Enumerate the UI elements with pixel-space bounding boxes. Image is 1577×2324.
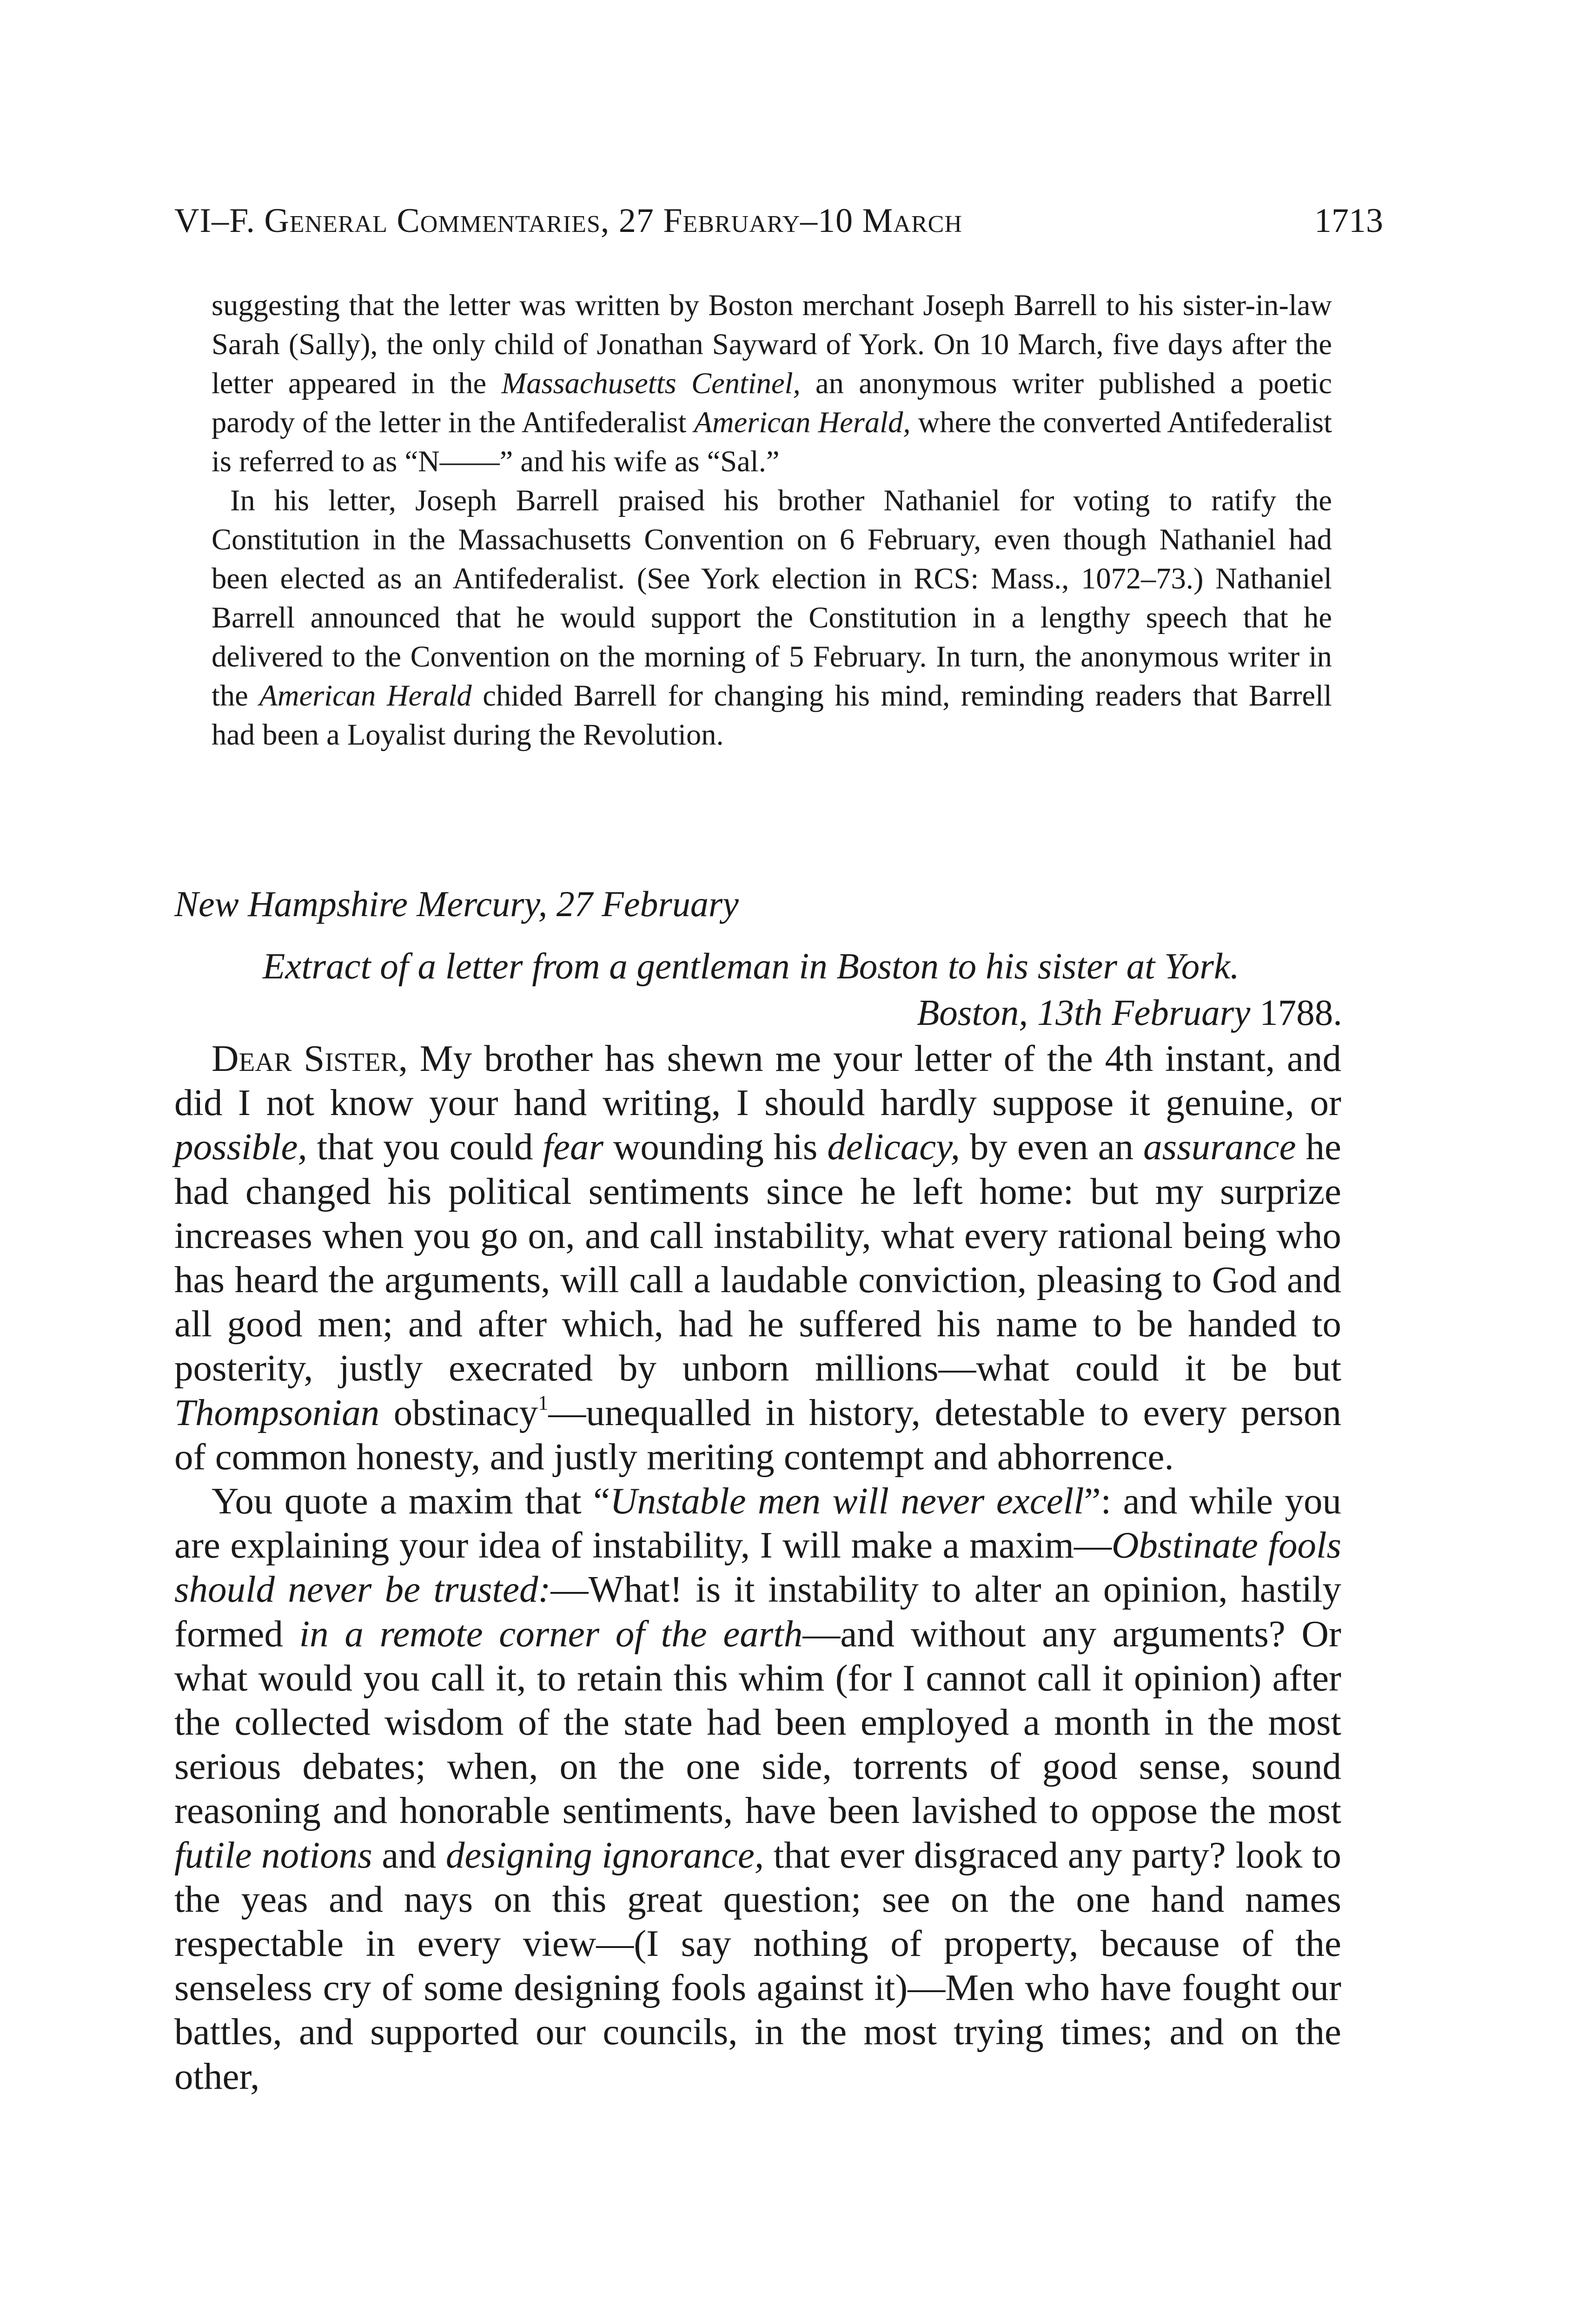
letter-p1-text-3: wounding his [603,1126,828,1168]
letter-p2-text-1: You quote a maxim that “ [212,1480,610,1522]
letter-paragraph-1 [174,1037,1341,1479]
letter-p1-text-5: he had changed his political sentiments since he left home: but my surprize increases when you go on, and call instability, what every rational being who has heard the arguments, will call a laudable conviction, pleasing to God and all good men; and after which, had he suffered his name to be handed to posterity, justly execrated by unborn millions—what could it be but [174,1126,1341,1389]
intro-p2-text-2: chided Barrell for changing his mind, reminding readers that Barrell had been a Loyalist during the Revolution. [212,679,1332,751]
letter-p1-text-1: My brother has shewn me your letter of the 4th instant, and did I not know your hand writing, I should hardly suppose it genuine, or [174,1037,1341,1124]
letter-p1-italic-4: assurance [1143,1126,1296,1168]
letter-p1-italic-2: fear [543,1126,603,1168]
letter-p2-italic-3: in a remote corner of the earth [299,1612,803,1655]
dateline-year: 1788. [1250,993,1342,1033]
letter-salutation: Dear Sister, [212,1037,408,1079]
intro-p1-text-2: an anonymous writer published a poetic parody of the letter in the Antifederalist [212,367,1332,439]
letter-p1-text-7: —unequalled in history, detestable to every person of common honesty, and justly meriting contempt and abhorrence. [174,1391,1341,1478]
intro-p1-italic-1: Massachusetts Centinel, [501,367,801,400]
letter-p2-text-5: and [372,1834,446,1876]
letter-p2-text-3: —What! is it instability to alter an opinion, hastily formed [174,1568,1341,1655]
letter-p1-italic-1: possible, [174,1126,307,1168]
section-heading: New Hampshire Mercury, 27 February [174,884,739,924]
editorial-introduction [212,286,1332,754]
running-head-title-text: General Commentaries, 27 February–10 March [264,202,962,240]
intro-p1-text-3: where the converted Antifederalist is referred to as “N——” and his wife as “Sal.” [212,406,1332,478]
intro-p2-italic-1: American Herald [259,679,472,712]
letter-p1-text-4: by even an [960,1126,1144,1168]
letter-p1-text-6: obstinacy [379,1391,538,1433]
letter-p2-italic-1: Unstable men will never excell [610,1480,1084,1522]
letter-p2-text-6: that ever disgraced any party? look to the yeas and nays on this great question; see on the one hand names respectable in every view—(I say nothing of property, because of the senseless cry of some designing fools against it)—Men who have fought our battles, and supported our councils, in the most trying times; and on the other, [174,1834,1342,2097]
intro-p2-text-1: In his letter, Joseph Barrell praised his brother Nathaniel for voting to ratify the Constitution in the Massachusetts Convention on 6 February, even though Nathaniel had been elected as an Antifederalist. (See York election in RCS: Mass., 1072–73.) Nathaniel Barrell announced that he would support the Constitution in a lengthy speech that he delivered to the Convention on the morning of 5 February. In turn, the anonymous writer in the [212,484,1332,712]
letter-paragraph-2 [174,1479,1341,2099]
letter-p2-italic-5: designing ignorance, [445,1834,764,1876]
intro-p1-italic-2: American Herald, [694,406,911,439]
intro-p1-text-1: suggesting that the letter was written by Boston merchant Joseph Barrell to his sister-in-law Sarah (Sally), the only child of Jonathan Sayward of York. On 10 March, five days after the letter appeared in the [212,289,1332,400]
footnote-marker-1[interactable]: 1 [538,1391,549,1414]
intro-paragraph-1 [212,286,1332,481]
running-head-prefix: VI–F. [174,202,265,240]
letter-body [174,1037,1341,2099]
letter-p2-italic-2: Obstinate fools should never be trusted: [174,1524,1342,1611]
letter-p2-text-4: —and without any arguments? Or what would you call it, to retain this whim (for I cannot call it opinion) after the collected wisdom of the state had been employed a month in the most serious debates; when, on the one side, torrents of good sense, sound reasoning and honorable sentiments, have been lavished to oppose the most [174,1612,1342,1832]
running-head [174,195,1383,246]
letter-p1-italic-3: delicacy, [827,1126,960,1168]
intro-paragraph-2 [212,481,1332,754]
running-head-title [174,195,962,246]
letter-p2-italic-4: futile notions [174,1834,372,1876]
dateline-place-date: Boston, 13th February [916,993,1251,1033]
letter-p1-text-2: that you could [307,1126,543,1168]
extract-line: Extract of a letter from a gentleman in Boston to his sister at York. [263,946,1239,987]
dateline [917,990,1342,1037]
letter-p1-italic-5: Thompsonian [174,1391,380,1433]
letter-p2-text-2: ”: and while you are explaining your idea of instability, I will make a maxim— [174,1480,1341,1566]
page-number: 1713 [1314,202,1383,240]
